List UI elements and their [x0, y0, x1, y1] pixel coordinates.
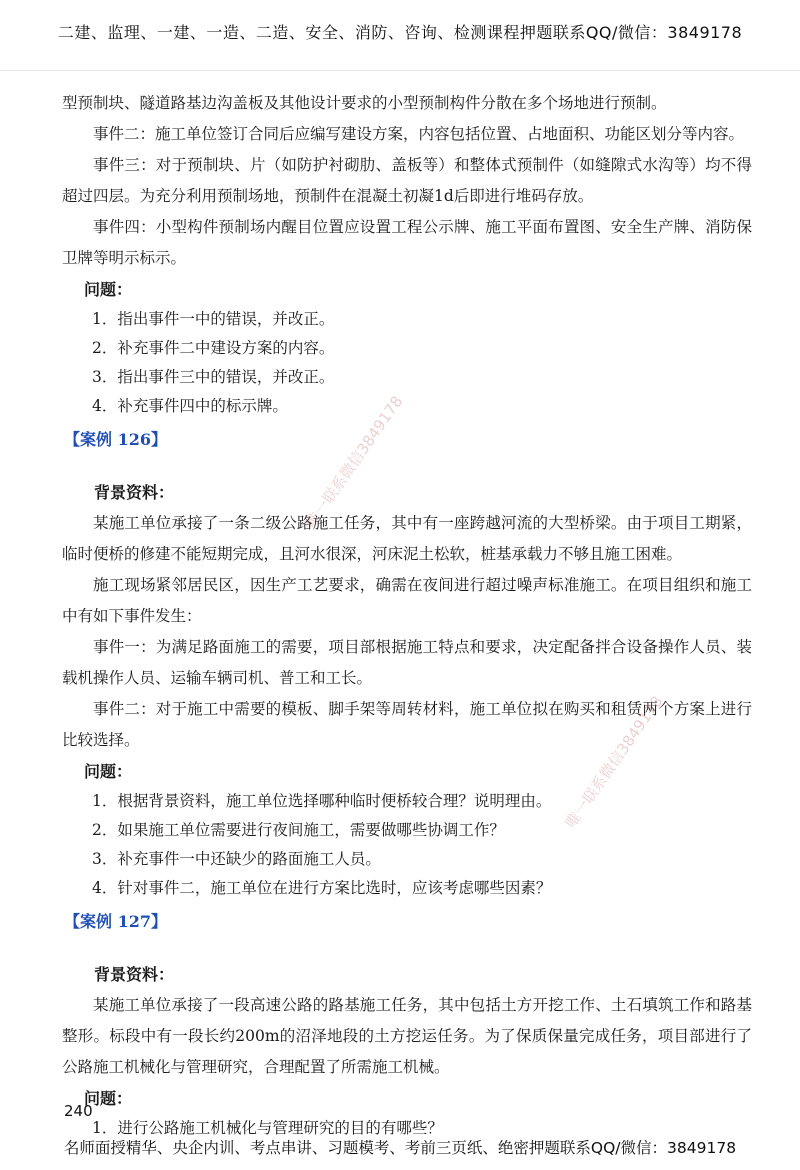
case125-event4: 事件四：小型构件预制场内醒目位置应设置工程公示牌、施工平面布置图、安全生产牌、消防保卫牌等明示标示。 — [62, 218, 752, 267]
case126-question: 1．根据背景资料，施工单位选择哪种临时便桥较合理？说明理由。 — [92, 792, 552, 810]
case126-question: 2．如果施工单位需要进行夜间施工，需要做哪些协调工作？ — [92, 821, 505, 839]
case127-question: 1．进行公路施工机械化与管理研究的目的有哪些？ — [92, 1119, 443, 1137]
watermark-text: 唯一联系微信3849178 — [301, 392, 407, 532]
case126-para1: 某施工单位承接了一条二级公路施工任务，其中有一座跨越河流的大型桥梁。由于项目工期紧，临时便桥的修建不能短期完成，且河水很深，河床泥土松软，桩基承载力不够且施工困难。 — [62, 514, 752, 563]
case126-event1: 事件一：为满足路面施工的需要，项目部根据施工特点和要求，决定配备拌合设备操作人员、装载机操作人员、运输车辆司机、普工和工长。 — [62, 638, 752, 687]
case127-background-title: 背景资料： — [94, 965, 175, 984]
case126-event2: 事件二：对于施工中需要的模板、脚手架等周转材料，施工单位拟在购买和租赁两个方案上进行比较选择。 — [62, 700, 752, 749]
case125-question: 1．指出事件一中的错误，并改正。 — [92, 310, 335, 328]
watermark-text: 唯一联系微信3849178 — [561, 692, 667, 832]
case126-background-title: 背景资料： — [94, 483, 175, 502]
case125-questions-title: 问题： — [84, 280, 133, 299]
case126-questions-title: 问题： — [84, 762, 133, 781]
case126-title: 【案例 126】 — [64, 430, 167, 449]
case125-question: 4．补充事件四中的标示牌。 — [92, 397, 288, 415]
case126-question: 4．针对事件二，施工单位在进行方案比选时，应该考虑哪些因素？ — [92, 879, 552, 897]
header-promo-text: 二建、监理、一建、一造、二造、安全、消防、咨询、检测课程押题联系QQ/微信：3849178 — [57, 23, 743, 42]
case126-question: 3．补充事件一中还缺少的路面施工人员。 — [92, 850, 381, 868]
footer-promo-text: 名师面授精华、央企内训、考点串讲、习题模考、考前三页纸、绝密押题联系QQ/微信：3849178 — [63, 1139, 737, 1157]
page-number: 240 — [64, 1102, 93, 1120]
case125-event2: 事件二：施工单位签订合同后应编写建设方案，内容包括位置、占地面积、功能区划分等内容。 — [93, 125, 745, 143]
page-content — [62, 88, 752, 1143]
case125-event3: 事件三：对于预制块、片（如防护衬砌肋、盖板等）和整体式预制件（如缝隙式水沟等）均不得超过四层。为充分利用预制场地，预制件在混凝土初凝1d后即进行堆码存放。 — [62, 156, 752, 205]
case125-continuation: 型预制块、隧道路基边沟盖板及其他设计要求的小型预制构件分散在多个场地进行预制。 — [62, 94, 667, 112]
case127-para1: 某施工单位承接了一段高速公路的路基施工任务，其中包括土方开挖工作、土石填筑工作和路基整形。标段中有一段长约200m的沼泽地段的土方挖运任务。为了保质保量完成任务，项目部进行了公路施工机械化与管理研究，合理配置了所需施工机械。 — [62, 996, 752, 1076]
page-header — [0, 0, 800, 71]
case125-question: 2．补充事件二中建设方案的内容。 — [92, 339, 335, 357]
case126-para2: 施工现场紧邻居民区，因生产工艺要求，确需在夜间进行超过噪声标准施工。在项目组织和施工中有如下事件发生： — [62, 576, 752, 625]
case127-questions-title: 问题： — [84, 1089, 133, 1108]
case127-title: 【案例 127】 — [64, 912, 167, 931]
case125-question: 3．指出事件三中的错误，并改正。 — [92, 368, 335, 386]
